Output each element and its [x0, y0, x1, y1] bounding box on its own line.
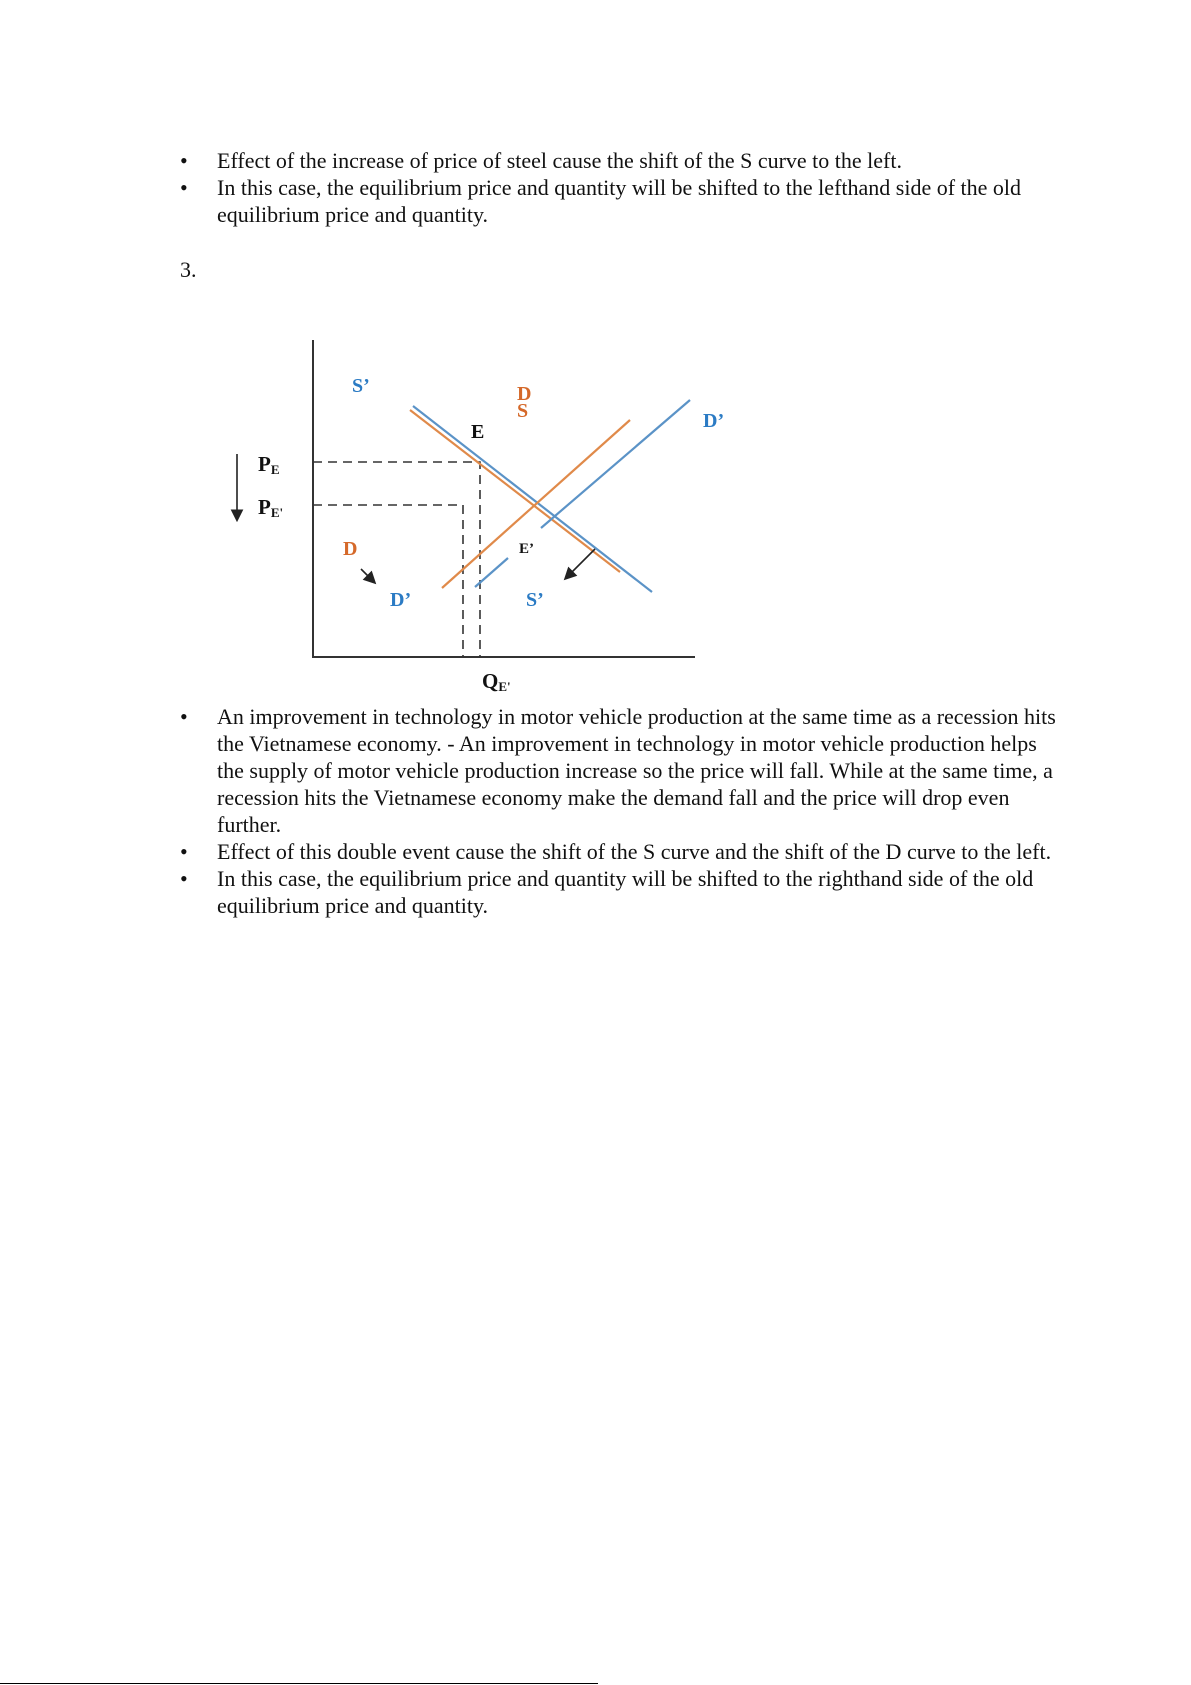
bullet-glyph: •	[180, 148, 188, 173]
label-d-prime-right: D’	[703, 410, 725, 432]
list-item-text: Effect of the increase of price of steel cause the shift of the S curve to the left.	[217, 148, 902, 173]
pe-guide-line	[313, 462, 480, 657]
bullet-glyph: •	[180, 839, 188, 864]
supply-demand-diagram	[0, 0, 1191, 720]
label-d-prime-left: D’	[390, 589, 412, 611]
list-item-text: An improvement in technology in motor vehicle production at the same time as a recession hits the Vietnamese economy. - An improvement in technology in motor vehicle production helps the supply of motor vehicle production increase so the price will fall. While at the same time, a recession hits the Vietnamese economy make the demand fall and the price will drop even further.	[217, 704, 1056, 837]
demand-prime-curve-blue	[541, 400, 690, 528]
demand-curve-orange	[410, 410, 620, 572]
label-s-prime-top: S’	[352, 375, 370, 397]
supply-curve-orange	[442, 420, 630, 588]
analysis-bullet-list	[180, 703, 1060, 919]
label-e: E	[471, 421, 485, 443]
label-pe: PE	[258, 452, 280, 477]
bullet-glyph: •	[180, 175, 188, 200]
section-number: 3.	[180, 257, 197, 282]
label-qe-prime: QE'	[482, 669, 511, 694]
label-s-prime-bottom: S’	[526, 589, 544, 611]
label-d-left: D	[343, 538, 358, 560]
footnote-separator	[0, 1683, 598, 1684]
list-item	[180, 865, 1060, 919]
demand-shift-arrow	[361, 569, 374, 582]
list-item	[180, 703, 1060, 838]
bullet-glyph: •	[180, 704, 188, 729]
label-e-prime: E’	[519, 541, 534, 557]
list-item-text: In this case, the equilibrium price and quantity will be shifted to the lefthand side of the old equilibrium price and quantity.	[217, 175, 1022, 227]
label-s-orange: S	[517, 400, 529, 422]
list-item	[180, 838, 1060, 865]
list-item-text: Effect of this double event cause the shift of the S curve and the shift of the D curve to the left.	[217, 839, 1052, 864]
label-pe-prime: PE'	[258, 495, 284, 520]
bullet-glyph: •	[180, 866, 188, 891]
supply-prime-curve-blue	[413, 406, 652, 592]
pe-prime-guide-line	[313, 505, 463, 657]
list-item-text: In this case, the equilibrium price and quantity will be shifted to the righthand side of the old equilibrium price and quantity.	[217, 866, 1034, 918]
shift-arrow	[566, 549, 595, 578]
label-d-orange: D	[517, 383, 532, 405]
